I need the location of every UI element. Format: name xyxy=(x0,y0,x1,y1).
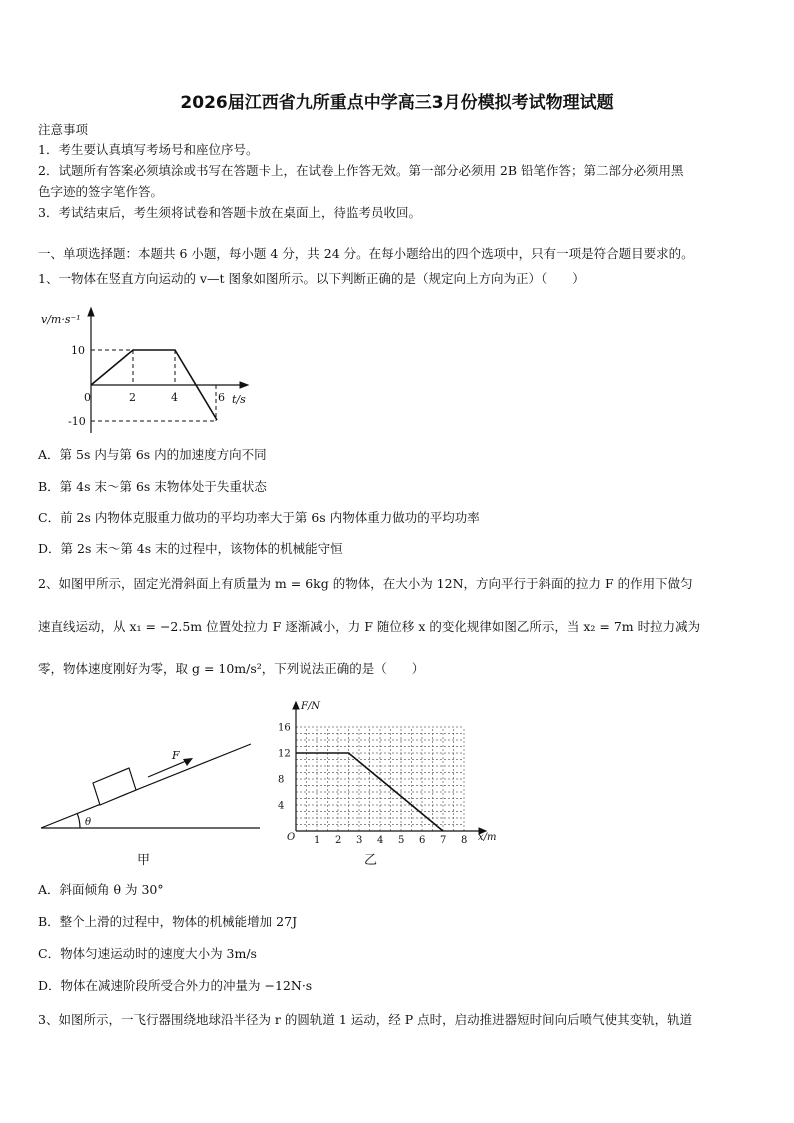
y-axis-arrow xyxy=(88,308,94,316)
fx-xtick: 5 xyxy=(398,835,405,846)
notice-item: 1．考生要认真填写考场号和座位序号。 xyxy=(38,142,259,157)
figure-caption: 甲 xyxy=(137,853,151,868)
notice-item: 2．试题所有答案必须填涂或书写在答题卡上，在试卷上作答无效。第一部分必须用 2B 铅笔作答；第二部分必须用黑 xyxy=(38,163,684,178)
vt-origin: 0 xyxy=(84,391,91,404)
fx-origin: O xyxy=(287,832,296,843)
notice-item: 色字迹的签字笔作答。 xyxy=(38,184,164,199)
q1-option-a: A．第 5s 内与第 6s 内的加速度方向不同 xyxy=(38,447,267,462)
incline-line xyxy=(41,744,251,828)
q2-option-d: D．物体在减速阶段所受合外力的冲量为 −12N·s xyxy=(38,978,313,993)
vt-ytick: 10 xyxy=(71,344,85,357)
fx-ylabel: F/N xyxy=(301,701,321,712)
vt-ylabel: v/m·s⁻¹ xyxy=(41,313,81,326)
q1-stem: 1、一物体在竖直方向运动的 v—t 图象如图所示。以下判断正确的是（规定向上方向为正）（ ） xyxy=(38,271,585,286)
fx-ytick: 16 xyxy=(278,722,291,734)
force-arrow xyxy=(148,761,186,777)
fx-ytick: 4 xyxy=(278,800,285,812)
q1-option-d: D．第 2s 末～第 4s 末的过程中，该物体的机械能守恒 xyxy=(38,541,343,556)
force-label: F xyxy=(172,749,180,762)
notice-heading: 注意事项 xyxy=(38,122,89,137)
incline-figure xyxy=(38,735,263,870)
q2-stem-1: 2、如图甲所示，固定光滑斜面上有质量为 m = 6kg 的物体，在大小为 12N，方向平行于斜面的拉力 F 的作用下做匀 xyxy=(38,576,693,591)
fx-ytick: 8 xyxy=(278,774,285,786)
q3-stem: 3、如图所示，一飞行器围绕地球沿半径为 r 的圆轨道 1 运动，经 P 点时，启动推进器短时间向后喷气使其变轨，轨道 xyxy=(38,1012,693,1027)
q2-option-a: A．斜面倾角 θ 为 30° xyxy=(38,882,164,897)
block xyxy=(93,768,136,805)
q2-option-b: B．整个上滑的过程中，物体的机械能增加 27J xyxy=(38,914,298,929)
fx-xlabel: x/m xyxy=(478,832,497,843)
fx-xtick: 3 xyxy=(356,835,363,846)
vt-xlabel: t/s xyxy=(232,393,246,406)
vt-xtick: 6 xyxy=(218,391,225,404)
vt-ytick: -10 xyxy=(68,415,86,428)
fx-xtick: 8 xyxy=(461,835,468,846)
q1-option-c: C．前 2s 内物体克服重力做功的平均功率大于第 6s 内物体重力做功的平均功率 xyxy=(38,510,480,525)
figure-caption: 乙 xyxy=(364,853,378,868)
fx-xtick: 6 xyxy=(419,835,426,846)
notice-item: 3．考试结束后，考生须将试卷和答题卡放在桌面上，待监考员收回。 xyxy=(38,205,421,220)
angle-arc xyxy=(77,813,80,828)
section-heading: 一、单项选择题：本题共 6 小题，每小题 4 分，共 24 分。在每小题给出的四个选项中，只有一项是符合题目要求的。 xyxy=(38,246,694,261)
y-axis-arrow xyxy=(293,702,299,709)
fx-xtick: 2 xyxy=(335,835,342,846)
vt-graph xyxy=(38,305,258,435)
page-title: 2026届江西省九所重点中学高三3月份模拟考试物理试题 xyxy=(180,93,614,113)
vt-xtick: 2 xyxy=(129,391,136,404)
fx-graph xyxy=(268,695,508,870)
fx-xtick: 4 xyxy=(377,835,384,846)
q2-option-c: C．物体匀速运动时的速度大小为 3m/s xyxy=(38,946,257,961)
q2-stem-2: 速直线运动，从 x₁ = −2.5m 位置处拉力 F 逐渐减小，力 F 随位移 x 的变化规律如图乙所示，当 x₂ = 7m 时拉力减为 xyxy=(38,619,701,634)
q1-option-b: B．第 4s 末～第 6s 末物体处于失重状态 xyxy=(38,479,267,494)
fx-xtick: 7 xyxy=(440,835,447,846)
q2-stem-3: 零，物体速度刚好为零，取 g = 10m/s²，下列说法正确的是（ ） xyxy=(38,661,425,676)
fx-xtick: 1 xyxy=(314,835,321,846)
angle-label: θ xyxy=(85,817,92,828)
x-axis-arrow xyxy=(240,382,248,388)
vt-xtick: 4 xyxy=(171,391,178,404)
fx-ytick: 12 xyxy=(278,748,291,760)
